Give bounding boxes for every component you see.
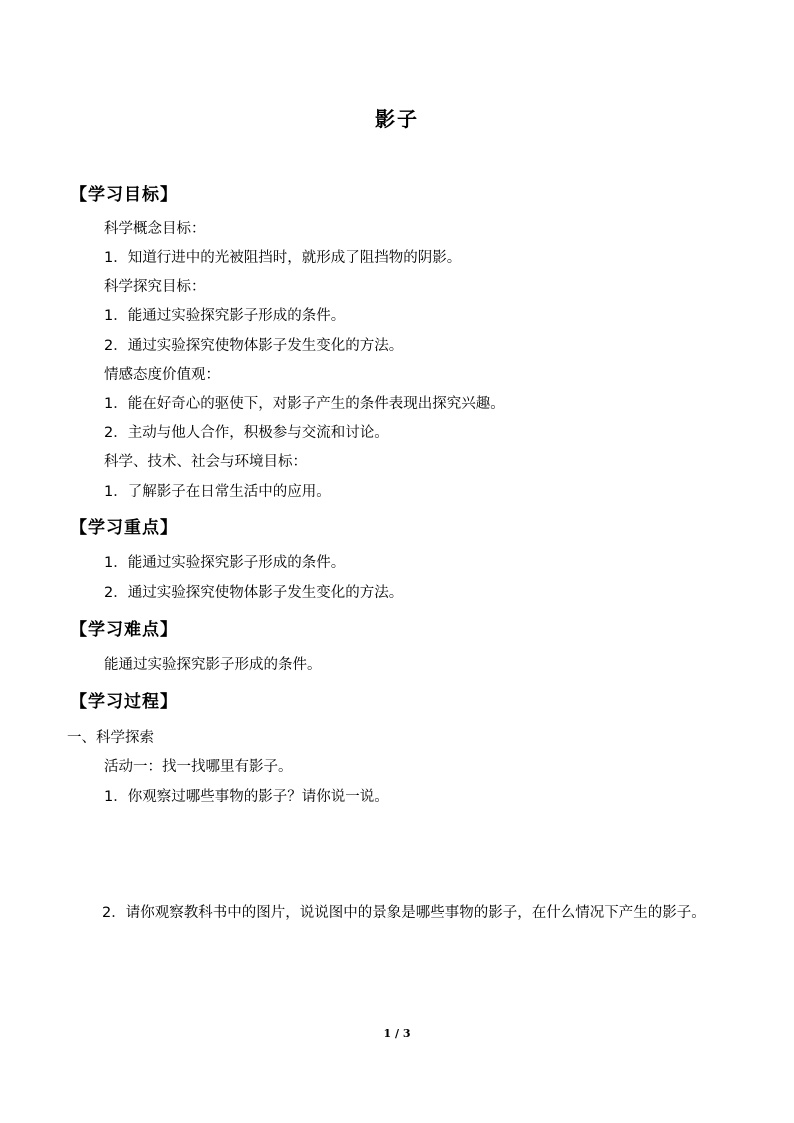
activity-title: 活动一：找一找哪里有影子。 — [104, 759, 293, 775]
key-point-item: 2．通过实验探究使物体影子发生变化的方法。 — [104, 585, 404, 601]
attitude-goal-label: 情感态度价值观： — [104, 367, 220, 383]
concept-goal-item: 1．知道行进中的光被阻挡时，就形成了阻挡物的阴影。 — [104, 250, 462, 266]
process-part-title: 一、科学探索 — [67, 730, 154, 746]
objectives-heading: 【学习目标】 — [70, 185, 178, 205]
process-heading: 【学习过程】 — [70, 692, 178, 712]
difficulty-item: 能通过实验探究影子形成的条件。 — [104, 657, 322, 673]
key-point-item: 1．能通过实验探究影子形成的条件。 — [104, 555, 346, 571]
sts-goal-label: 科学、技术、社会与环境目标： — [104, 454, 307, 470]
difficulties-heading: 【学习难点】 — [70, 620, 178, 640]
question-item: 2．请你观察教科书中的图片，说说图中的景象是哪些事物的影子，在什么情况下产生的影子。 — [102, 905, 706, 921]
sts-goal-item: 1．了解影子在日常生活中的应用。 — [104, 484, 331, 500]
key-points-heading: 【学习重点】 — [70, 518, 178, 538]
attitude-goal-item: 2．主动与他人合作，积极参与交流和讨论。 — [104, 425, 389, 441]
attitude-goal-item: 1．能在好奇心的驱使下，对影子产生的条件表现出探究兴趣。 — [104, 396, 505, 412]
inquiry-goal-label: 科学探究目标： — [104, 279, 206, 295]
inquiry-goal-item: 2．通过实验探究使物体影子发生变化的方法。 — [104, 338, 404, 354]
document-title: 影子 — [375, 107, 419, 131]
question-item: 1．你观察过哪些事物的影子？请你说一说。 — [104, 789, 389, 805]
inquiry-goal-item: 1．能通过实验探究影子形成的条件。 — [104, 308, 346, 324]
concept-goal-label: 科学概念目标： — [104, 221, 206, 237]
page-number: 1 / 3 — [383, 1027, 411, 1040]
